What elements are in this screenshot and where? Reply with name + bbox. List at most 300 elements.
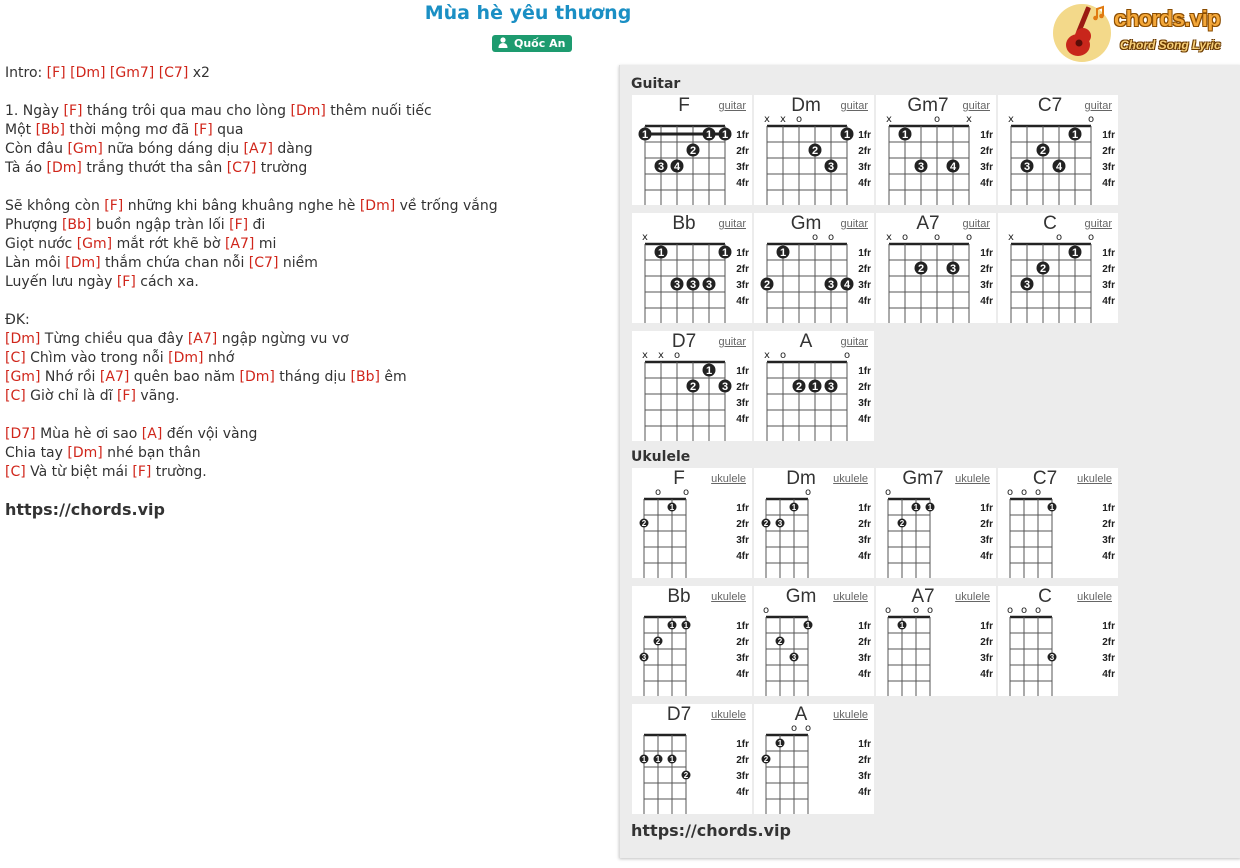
open-string-marker: o [762,605,770,616]
instrument-link[interactable]: guitar [1084,100,1112,112]
chord-name: Gm [790,213,822,234]
lyric-text: nhé bạn thân [102,445,201,461]
finger-number: 2 [689,381,697,393]
chord-name: Gm [785,586,817,607]
lyric-text: Nhớ rồi [40,369,100,385]
open-string-marker: o [884,605,892,616]
instrument-link[interactable]: ukulele [955,591,990,603]
chord-name: A [794,704,808,725]
fret-label: 4fr [736,178,749,189]
open-string-marker: o [926,605,934,616]
finger-number: 1 [843,129,851,141]
finger-number: 1 [641,129,649,141]
chord-name: A [799,331,813,352]
lyric-text: quên bao năm [129,369,240,385]
lyric-text: Và từ biệt mái [25,464,133,480]
finger-number: 1 [777,739,783,748]
blank-line [5,292,498,311]
open-string-marker: o [1034,487,1042,498]
fret-label: 2fr [980,264,993,275]
fret-label: 4fr [858,669,871,680]
chord-link[interactable]: [C7] [248,255,279,271]
instrument-link[interactable]: ukulele [833,709,868,721]
chord-diagram [998,586,1118,696]
fret-label: 1fr [736,503,749,514]
lyric-text: niềm [278,255,318,271]
lyric-text: Giọt nước [5,236,77,252]
ukulele-chord-gm7[interactable] [876,468,996,578]
fret-label: 4fr [1102,551,1115,562]
muted-string-marker: x [764,114,770,125]
chord-link[interactable]: [A7] [99,369,130,385]
instrument-link[interactable]: guitar [718,218,746,230]
finger-number: 2 [763,519,769,528]
chord-diagram [632,586,752,696]
lyric-text: mắt rớt khẽ bờ [112,236,225,252]
instrument-link[interactable]: guitar [718,100,746,112]
finger-number: 1 [1071,129,1079,141]
finger-number: 1 [927,503,933,512]
finger-number: 1 [721,129,729,141]
chord-diagram [998,213,1118,323]
fret-label: 4fr [858,178,871,189]
chord-diagram [754,331,874,441]
instrument-link[interactable]: ukulele [711,591,746,603]
chord-diagram [876,586,996,696]
finger-number: 3 [777,519,783,528]
finger-number: 3 [917,161,925,173]
chord-name: Bb [672,213,696,234]
chord-name: D7 [666,704,692,725]
fret-label: 4fr [736,296,749,307]
lyric-line [5,444,498,463]
lyric-line [5,197,498,216]
fret-label: 2fr [736,755,749,766]
instrument-link[interactable]: ukulele [955,473,990,485]
finger-number: 1 [1071,247,1079,259]
chord-name: C7 [1037,95,1063,116]
fret-label: 2fr [858,264,871,275]
ukulele-chord-dm[interactable] [754,468,874,578]
lyric-line [5,216,498,235]
lyric-line [5,159,498,178]
lyric-text: Một [5,122,36,138]
fret-label: 1fr [858,130,871,141]
chord-name: Bb [667,586,691,607]
finger-number: 2 [655,637,661,646]
finger-number: 2 [811,145,819,157]
ukulele-chord-gm[interactable] [754,586,874,696]
ukulele-chord-d7[interactable] [632,704,752,814]
fret-label: 2fr [980,519,993,530]
muted-string-marker: x [764,350,770,361]
fret-label: 4fr [858,551,871,562]
panel-site-url[interactable]: https://chords.vip [631,821,791,840]
guitar-chord-bb[interactable] [632,213,752,323]
fret-label: 3fr [980,653,993,664]
fret-label: 3fr [858,535,871,546]
lyric-line [5,463,498,482]
fret-label: 3fr [980,535,993,546]
instrument-link[interactable]: guitar [1084,218,1112,230]
open-string-marker: o [1087,114,1095,125]
guitar-section-label: Guitar [631,76,681,92]
chord-name: A7 [916,213,940,234]
chord-link[interactable]: [F] [116,274,136,290]
finger-number: 2 [763,279,771,291]
fret-label: 4fr [1102,669,1115,680]
chord-link[interactable]: [C] [5,464,26,480]
open-string-marker: o [1087,232,1095,243]
fret-label: 1fr [858,366,871,377]
chord-name: A7 [911,586,935,607]
guitar-chord-gm[interactable] [754,213,874,323]
finger-number: 1 [779,247,787,259]
chord-link[interactable]: [Dm] [65,255,101,271]
finger-number: 3 [641,653,647,662]
chord-link[interactable]: [Dm] [239,369,275,385]
person-icon [498,37,508,48]
chord-link[interactable]: [A7] [243,141,273,157]
chord-diagram [754,586,874,696]
guitar-chord-a7[interactable] [876,213,996,323]
chord-diagram [632,468,752,578]
fret-label: 2fr [858,146,871,157]
finger-number: 2 [795,381,803,393]
fret-label: 1fr [736,130,749,141]
chord-link[interactable]: [C] [5,350,26,366]
song-title: Mùa hè yêu thương [424,2,632,24]
chord-name: F [678,95,690,116]
lyric-text: Còn đâu [5,141,68,157]
muted-string-marker: x [966,114,972,125]
finger-number: 3 [705,279,713,291]
ukulele-chord-c7[interactable] [998,468,1118,578]
fret-label: 3fr [858,653,871,664]
ukulele-chord-c[interactable] [998,586,1118,696]
guitar-chord-gm7[interactable] [876,95,996,205]
chord-link[interactable]: [D7] [5,426,36,442]
chord-diagram [754,213,874,323]
chord-name: Gm7 [902,468,944,489]
guitar-chord-d7[interactable] [632,331,752,441]
instrument-link[interactable]: ukulele [833,473,868,485]
chord-link[interactable]: [Gm7] [109,65,155,81]
instrument-link[interactable]: guitar [718,336,746,348]
finger-number: 1 [655,755,661,764]
open-string-marker: o [1020,487,1028,498]
finger-number: 1 [1049,503,1055,512]
chord-name: D7 [671,331,697,352]
instrument-link[interactable]: ukulele [711,709,746,721]
lyric-text: thời mộng mơ đã [65,122,194,138]
lyric-text: êm [379,369,407,385]
chord-link[interactable]: [F] [116,388,136,404]
instrument-link[interactable]: guitar [840,100,868,112]
chord-link[interactable]: [A] [141,426,163,442]
site-name: chords.vip [1114,6,1221,31]
open-string-marker: o [1020,605,1028,616]
chord-link[interactable]: [F] [193,122,213,138]
open-string-marker: o [804,723,812,734]
lyric-text: Mùa hè ơi sao [35,426,142,442]
finger-number: 1 [669,503,675,512]
chord-name: F [673,468,685,489]
chord-link[interactable]: [A7] [224,236,255,252]
finger-number: 4 [949,161,957,173]
guitar-chord-a[interactable] [754,331,874,441]
instrument-link[interactable]: ukulele [1077,591,1112,603]
finger-number: 2 [899,519,905,528]
finger-number: 1 [683,621,689,630]
finger-number: 1 [913,503,919,512]
muted-string-marker: x [1008,114,1014,125]
chord-link[interactable]: [Dm] [46,160,82,176]
fret-label: 1fr [980,130,993,141]
open-string-marker: o [654,487,662,498]
chord-link[interactable]: [Dm] [290,103,326,119]
chord-link[interactable]: [Dm] [70,65,106,81]
fret-label: 4fr [736,669,749,680]
fret-label: 2fr [1102,519,1115,530]
lyric-text: ĐK: [5,312,30,328]
open-string-marker: o [1055,232,1063,243]
ukulele-chord-a7[interactable] [876,586,996,696]
ukulele-chord-f[interactable] [632,468,752,578]
chord-diagram [632,95,752,205]
guitar-chord-f[interactable] [632,95,752,205]
lyric-text: tháng dịu [274,369,351,385]
lyric-text: trường. [151,464,207,480]
site-logo[interactable] [1052,2,1238,62]
chord-link[interactable]: [Dm] [359,198,396,214]
chord-link[interactable]: [Gm] [67,141,103,157]
finger-number: 3 [657,161,665,173]
instrument-link[interactable]: ukulele [1077,473,1112,485]
open-string-marker: o [779,350,787,361]
lyric-text: trường [256,160,308,176]
ukulele-chord-bb[interactable] [632,586,752,696]
fret-label: 1fr [1102,503,1115,514]
lyric-text: Luyến lưu ngày [5,274,117,290]
chord-diagram [754,95,874,205]
lyric-text: dàng [272,141,313,157]
muted-string-marker: x [658,350,664,361]
guitar-chord-c[interactable] [998,213,1118,323]
chord-diagram [998,468,1118,578]
fret-label: 2fr [980,146,993,157]
fret-label: 1fr [858,621,871,632]
guitar-chord-c7[interactable] [998,95,1118,205]
guitar-logo-icon [1052,2,1114,62]
chord-link[interactable]: [Bb] [350,369,380,385]
finger-number: 2 [641,519,647,528]
finger-number: 3 [827,161,835,173]
chord-link[interactable]: [F] [132,464,152,480]
fret-label: 3fr [980,162,993,173]
guitar-chord-dm[interactable] [754,95,874,205]
chord-link[interactable]: [C] [5,388,26,404]
finger-number: 3 [1023,279,1031,291]
chord-diagram [998,95,1118,205]
lyric-text: ngập ngừng vu vơ [217,331,349,347]
finger-number: 3 [721,381,729,393]
fret-label: 2fr [980,637,993,648]
chord-link[interactable]: [C7] [226,160,257,176]
open-string-marker: o [965,232,973,243]
chord-link[interactable]: [F] [46,65,66,81]
fret-label: 2fr [736,519,749,530]
finger-number: 1 [705,129,713,141]
fret-label: 2fr [858,519,871,530]
fret-label: 2fr [736,382,749,393]
fret-label: 4fr [736,551,749,562]
open-string-marker: o [1034,605,1042,616]
chord-link[interactable]: [Bb] [35,122,66,138]
finger-number: 2 [1039,145,1047,157]
instrument-link[interactable]: guitar [962,100,990,112]
fret-label: 3fr [1102,162,1115,173]
lyric-line [5,235,498,254]
lyric-text: thắm chứa chan nỗi [100,255,249,271]
chord-link[interactable]: [Dm] [5,331,41,347]
lyric-line [5,425,498,444]
chord-name: Gm7 [907,95,949,116]
chord-link[interactable]: [F] [63,103,83,119]
finger-number: 2 [777,637,783,646]
fret-label: 2fr [1102,637,1115,648]
open-string-marker: o [884,487,892,498]
instrument-link[interactable]: guitar [840,336,868,348]
chord-name: Dm [786,468,816,489]
fret-label: 3fr [736,653,749,664]
fret-label: 2fr [736,637,749,648]
finger-number: 1 [705,365,713,377]
open-string-marker: o [901,232,909,243]
finger-number: 3 [689,279,697,291]
lyric-text: buồn ngập tràn lối [91,217,230,233]
chord-link[interactable]: [F] [229,217,249,233]
instrument-link[interactable]: guitar [840,218,868,230]
lyric-line [5,311,498,330]
lyric-line [5,330,498,349]
lyric-line [5,102,498,121]
chord-link[interactable]: [Gm] [76,236,113,252]
lyric-text: nhớ [203,350,235,366]
fret-label: 2fr [736,264,749,275]
finger-number: 2 [763,755,769,764]
muted-string-marker: x [780,114,786,125]
fret-label: 4fr [980,551,993,562]
chord-link[interactable]: [Dm] [168,350,204,366]
fret-label: 3fr [736,162,749,173]
lyric-text: Chia tay [5,445,68,461]
muted-string-marker: x [642,350,648,361]
muted-string-marker: x [642,232,648,243]
fret-label: 3fr [858,398,871,409]
finger-number: 1 [669,621,675,630]
lyric-text: tháng trôi qua mau cho lòng [82,103,291,119]
chord-diagram [754,704,874,814]
fret-label: 3fr [1102,653,1115,664]
chord-link[interactable]: [Dm] [67,445,103,461]
lyric-line [5,368,498,387]
open-string-marker: o [933,232,941,243]
site-tagline: Chord Song Lyric [1120,38,1221,52]
instrument-link[interactable]: ukulele [833,591,868,603]
fret-label: 4fr [980,669,993,680]
finger-number: 3 [827,381,835,393]
blank-line [5,83,498,102]
fret-label: 1fr [736,366,749,377]
lyric-text: x2 [188,65,210,81]
chord-diagram [632,331,752,441]
fret-label: 3fr [1102,280,1115,291]
fret-label: 3fr [858,280,871,291]
fret-label: 3fr [736,398,749,409]
fret-label: 3fr [1102,535,1115,546]
blank-line [5,178,498,197]
lyric-text: vãng. [135,388,180,404]
fret-label: 1fr [736,248,749,259]
chord-link[interactable]: [Gm] [5,369,41,385]
lyrics-site-url[interactable]: https://chords.vip [5,500,165,519]
finger-number: 2 [1039,263,1047,275]
finger-number: 3 [1023,161,1031,173]
lyric-line [5,387,498,406]
open-string-marker: o [1006,487,1014,498]
fret-label: 1fr [1102,621,1115,632]
finger-number: 1 [901,129,909,141]
instrument-link[interactable]: ukulele [711,473,746,485]
chord-link[interactable]: [F] [104,198,124,214]
finger-number: 2 [917,263,925,275]
lyric-text: 1. Ngày [5,103,64,119]
chord-name: C7 [1032,468,1058,489]
fret-label: 4fr [858,296,871,307]
finger-number: 3 [673,279,681,291]
lyric-text: cách xa. [135,274,199,290]
lyric-text: Từng chiều qua đây [40,331,188,347]
fret-label: 1fr [980,248,993,259]
ukulele-chord-a[interactable] [754,704,874,814]
open-string-marker: o [673,350,681,361]
blank-line [5,406,498,425]
open-string-marker: o [933,114,941,125]
instrument-link[interactable]: guitar [962,218,990,230]
fret-label: 3fr [736,771,749,782]
lyric-text: Làn môi [5,255,66,271]
muted-string-marker: x [1008,232,1014,243]
open-string-marker: o [843,350,851,361]
fret-label: 1fr [1102,130,1115,141]
muted-string-marker: x [886,114,892,125]
fret-label: 4fr [980,178,993,189]
fret-label: 2fr [1102,146,1115,157]
chord-panel [619,65,1240,858]
chord-diagram [632,213,752,323]
chord-link[interactable]: [Bb] [61,217,92,233]
fret-label: 3fr [736,535,749,546]
author-badge[interactable] [492,35,572,52]
lyric-text: những khi bâng khuâng nghe hè [123,198,360,214]
chord-link[interactable]: [C7] [158,65,189,81]
finger-number: 4 [673,161,681,173]
chord-link[interactable]: [A7] [187,331,218,347]
lyric-text: đi [248,217,266,233]
chord-diagram [754,468,874,578]
finger-number: 1 [721,247,729,259]
